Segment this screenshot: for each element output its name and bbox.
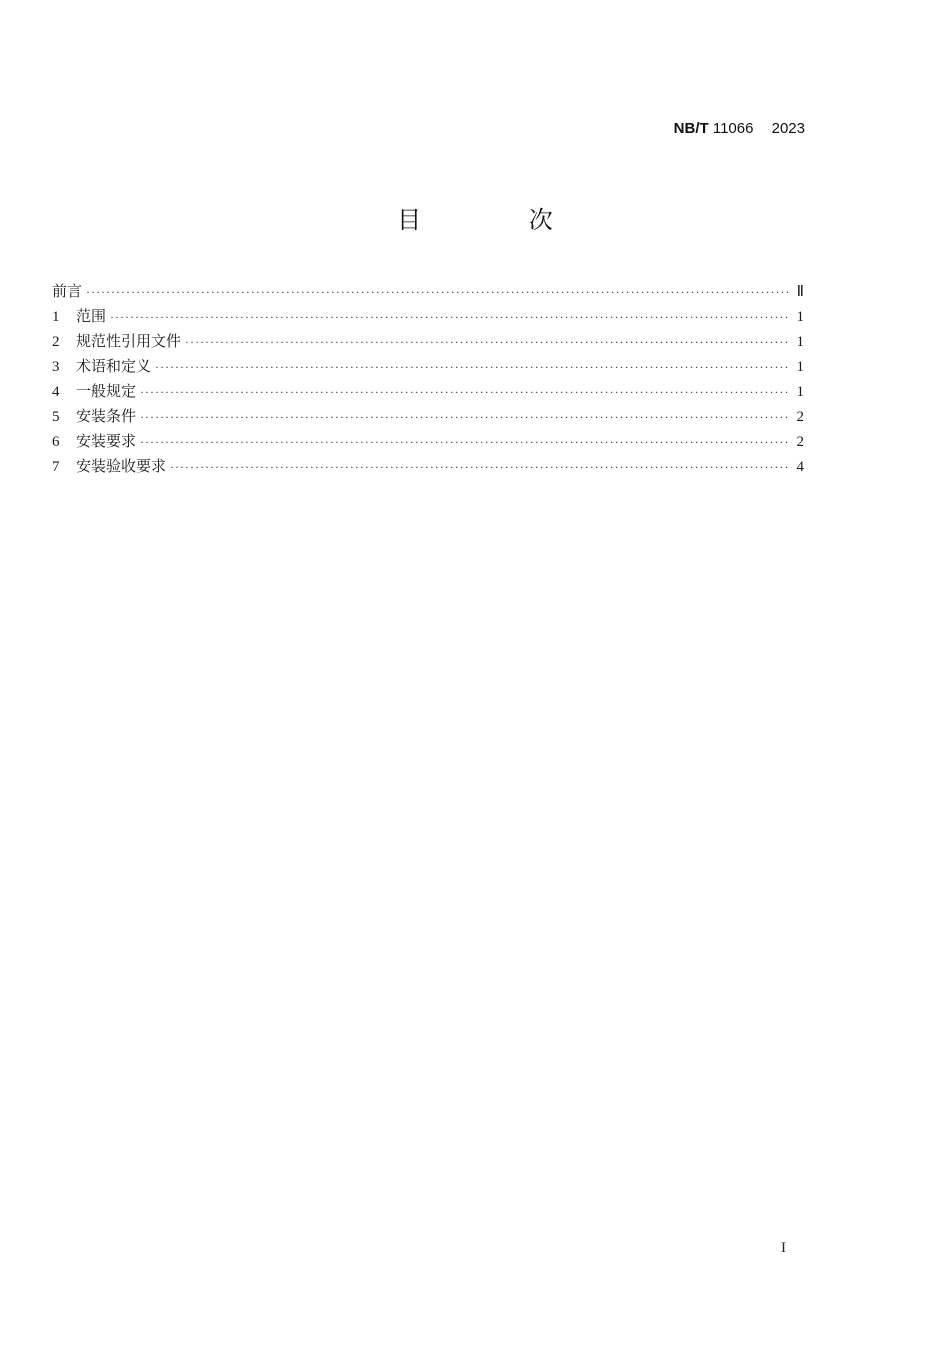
toc-entry-1[interactable] [52,305,804,330]
standard-year: 2023 [771,120,805,137]
toc-entry-label: 范围 [76,307,107,325]
toc-entry-page: Ⅱ [796,284,804,300]
toc-entry-label: 安装条件 [76,407,137,425]
toc-entry-page: 1 [796,309,804,325]
page-title: 目 次 [397,206,603,234]
toc-entry-number: 6 [52,434,60,450]
toc-entry-label: 规范性引用文件 [76,332,182,350]
toc-entry-number: 5 [52,409,60,425]
standard-serial: 11066 [712,120,754,137]
toc-leader-dots [170,460,790,475]
toc-leader-dots [140,435,790,450]
toc-entry-page: 4 [796,459,804,475]
toc-entry-2[interactable] [52,330,804,355]
standard-number [674,120,805,137]
toc-leader-dots [86,285,790,300]
toc-entry-3[interactable] [52,355,804,380]
standard-code: NB/T [673,120,709,137]
toc-entry-label: 前言 [52,282,83,300]
page-number: I [781,1240,786,1256]
toc-entry-4[interactable] [52,380,804,405]
toc-entry-number: 2 [52,334,60,350]
toc-entry-6[interactable] [52,430,804,455]
toc-entry-label: 术语和定义 [76,357,152,375]
toc-entry-label: 安装验收要求 [76,457,167,475]
toc-leader-dots [155,360,790,375]
toc-leader-dots [140,385,790,400]
toc-entry-label: 安装要求 [76,432,137,450]
toc-leader-dots [110,310,790,325]
toc-leader-dots [185,335,790,350]
toc-entry-page: 1 [796,334,804,350]
toc-entry-number: 7 [52,459,60,475]
toc-entry-number: 4 [52,384,60,400]
toc-entry-label: 一般规定 [76,382,137,400]
toc-leader-dots [140,410,790,425]
toc-entry-7[interactable] [52,455,804,480]
toc-entry-foreword[interactable] [52,280,804,305]
toc-entry-page: 2 [796,409,804,425]
toc-entry-page: 2 [796,434,804,450]
toc-entry-5[interactable] [52,405,804,430]
toc-entry-number: 3 [52,359,60,375]
toc-entry-number: 1 [52,309,60,325]
toc-entry-page: 1 [796,384,804,400]
table-of-contents [52,280,804,480]
toc-entry-page: 1 [796,359,804,375]
